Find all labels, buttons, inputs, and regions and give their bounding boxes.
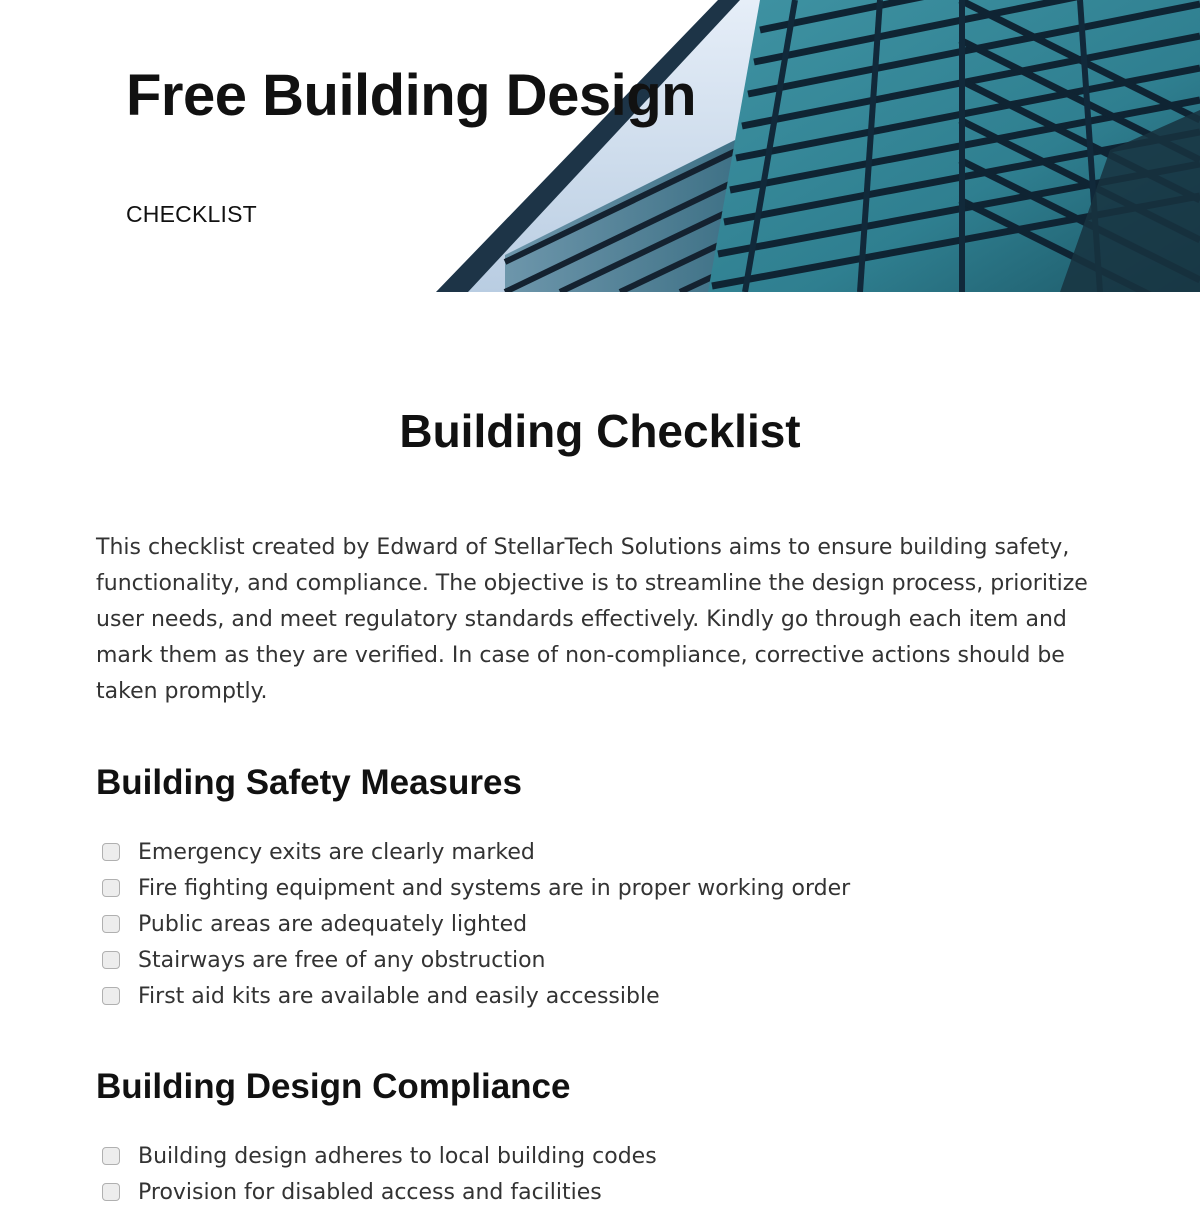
intro-paragraph: This checklist created by Edward of StellarTech Solutions aims to ensure building safety, functionality, and compliance. The objective is to streamline the design process, prioritize user needs, and meet regulatory standards effectively. Kindly go through each item and mark them as they are verified. In case of non-compliance, corrective actions should be taken promptly. (96, 535, 1088, 704)
checklist-item[interactable] (100, 1174, 657, 1210)
building-photo (0, 0, 1200, 292)
checklist-item-label: Stairways are free of any obstruction (138, 947, 546, 973)
checkbox[interactable] (102, 843, 120, 861)
checklist-item-label: Building design adheres to local building codes (138, 1143, 657, 1169)
checklist-compliance (100, 1138, 657, 1210)
checkbox[interactable] (102, 915, 120, 933)
checklist-safety (100, 834, 850, 1014)
checkbox[interactable] (102, 951, 120, 969)
checkbox[interactable] (102, 879, 120, 897)
checklist-item-label: First aid kits are available and easily accessible (138, 983, 660, 1009)
page-title: Building Checklist (399, 405, 801, 457)
checklist-item[interactable] (100, 942, 850, 978)
checkbox[interactable] (102, 1183, 120, 1201)
checklist-item[interactable] (100, 978, 850, 1014)
checkbox[interactable] (102, 987, 120, 1005)
checklist-item-label: Fire fighting equipment and systems are in proper working order (138, 875, 851, 901)
checklist-item[interactable] (100, 906, 850, 942)
checklist-item-label: Provision for disabled access and facilities (138, 1179, 602, 1205)
checklist-item-label: Emergency exits are clearly marked (138, 839, 535, 865)
checklist-item-label: Public areas are adequately lighted (138, 911, 528, 937)
header-title: Free Building Design (126, 63, 697, 128)
section-heading-compliance: Building Design Compliance (96, 1067, 571, 1106)
checklist-item[interactable] (100, 870, 850, 906)
header-subtitle: CHECKLIST (126, 201, 257, 227)
checklist-item[interactable] (100, 1138, 657, 1174)
checklist-item[interactable] (100, 834, 850, 870)
header-banner (0, 0, 1200, 292)
checkbox[interactable] (102, 1147, 120, 1165)
section-heading-safety: Building Safety Measures (96, 763, 522, 802)
